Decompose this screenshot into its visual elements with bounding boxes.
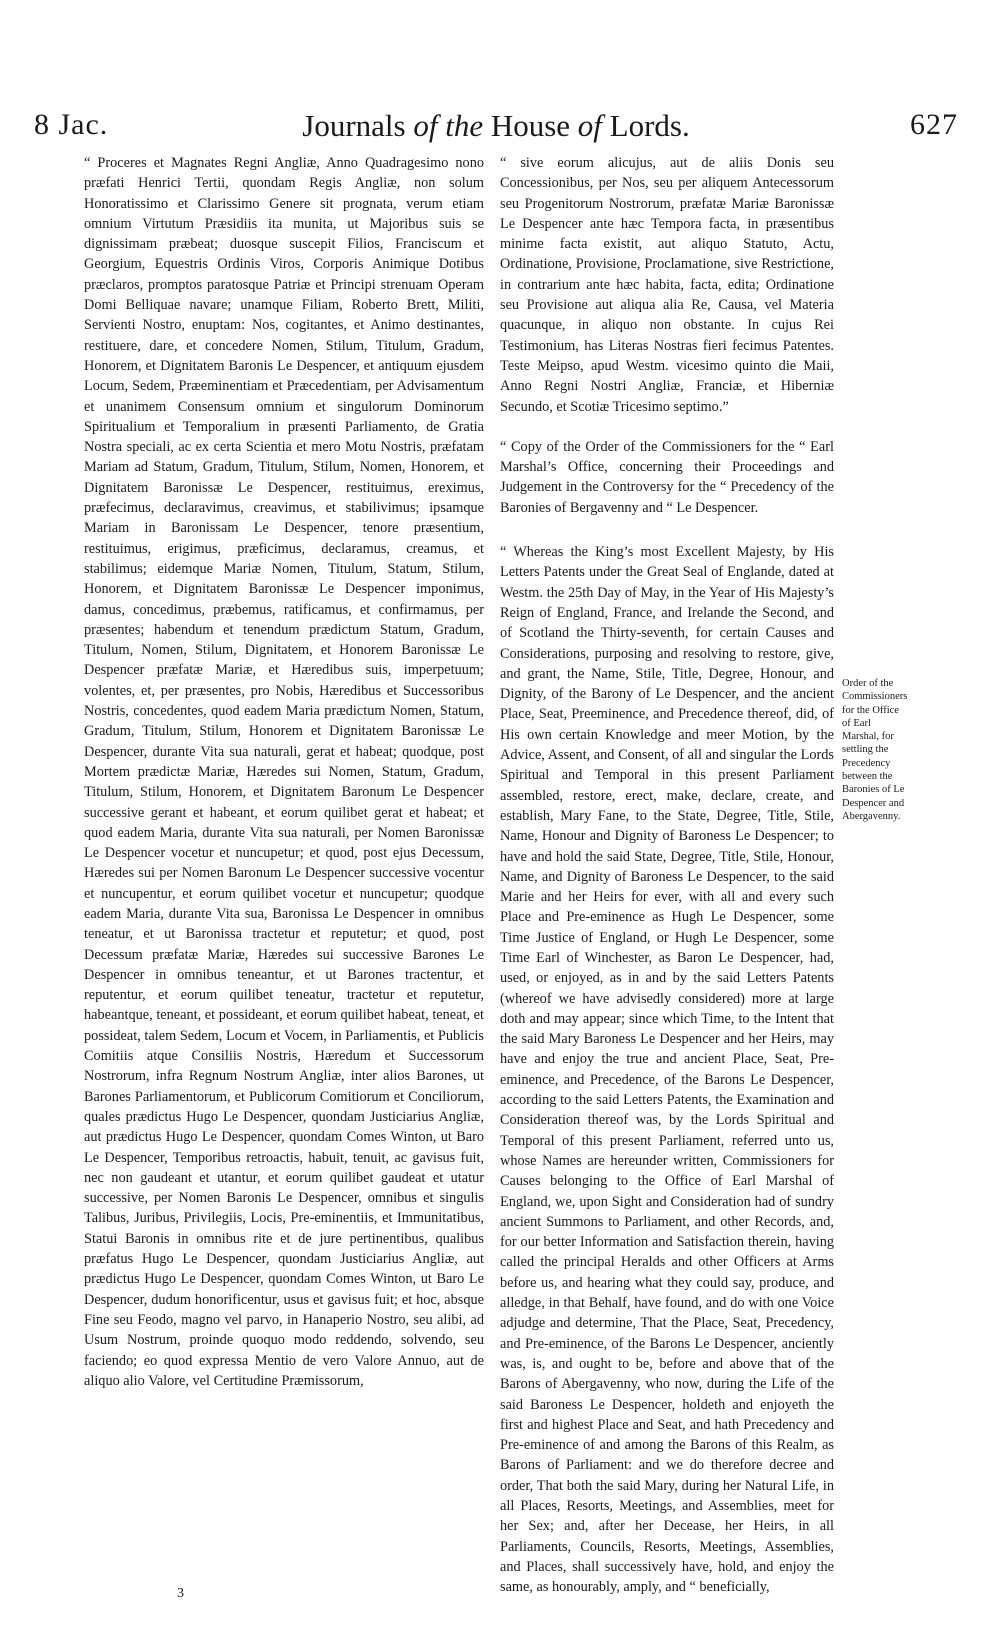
title-word-journals: Journals bbox=[302, 108, 406, 143]
regnal-year: 8 Jac. bbox=[34, 108, 109, 141]
signature-mark: 3 bbox=[177, 1586, 184, 1601]
page-number: 627 bbox=[910, 108, 958, 141]
title-word-of: of bbox=[413, 108, 438, 143]
title-word-of-2: of bbox=[577, 108, 602, 143]
order-heading: “ Copy of the Order of the Commissioners for the “ Earl Marshal’s Office, concerning their Proceedings and Judgement in the Controversy for the “ Precedency of the Baronies of Bergavenny and “ Le Despencer. bbox=[500, 438, 834, 516]
left-column bbox=[84, 153, 484, 1391]
title-word-lords: Lords. bbox=[609, 108, 690, 143]
title-word-house: House bbox=[490, 108, 571, 143]
latin-letters-patent-text: “ Proceres et Magnates Regni Angliæ, Anno Quadragesimo nono præfati Henrici Tertii, quondam Regis Angliæ, non solum Honoratissimo et Clarissimo Genere sit prognata, verum etiam omnium Virtutum Præsidiis ita munita, ut Majoribus suis se dignissimam præbeat; duosque suscepit Filios, Franciscum et Georgium, Equestris Ordinis Viros, Corporis Animique Dotibus præclaros, promptos paratosque Patriæ et Principi strenuam Operam Domi Belliquae navare; unamque Filiam, Roberto Brett, Militi, Servienti Nostro, enuptam: Nos, cogitantes, et Animo destinantes, restituere, dare, et concedere Nomen, Stilum, Titulum, Gradum, Honorem, et Dignitatem Baronis Le Despencer, et antiquum ejusdem Locum, Sedem, Præeminentiam et Præcedentiam, per Advisamentum et unanimem Consensum omnium et singulorum Dominorum Spiritualium et Temporalium in præsenti Parliamento, de Gratia Nostra speciali, ac ex certa Scientia et mero Motu Nostris, præfatam Mariam ad Statum, Gradum, Titulum, Stilum, Nomen, Honorem, et Dignitatem Baronissæ Le Despencer, restituimus, ereximus, præfecimus, declaravimus, creavimus, et stabilivimus; ipsamque Mariam in Baronissam Le Despencer, tenore præsentium, restituimus, erigimus, præficimus, declaramus, creamus, et stabilimus; eidemque Mariæ Nomen, Titulum, Statum, Stilum, Honorem, et Dignitatem Baronissæ Le Despencer imponimus, damus, concedimus, præbemus, ratificamus, et confirmamus, per præsentes; habendum et tenendum prædictum Statum, Gradum, Titulum, Nomen, Stilum, Dignitatem, et Honorem Baronissæ Le Despencer præfatæ Mariæ, et Hæredibus suis, imperpetuum; volentes, et, per præsentes, pro Nobis, Hæredibus et Successoribus Nostris, concedentes, quod eadem Maria prædictum Nomen, Statum, Gradum, Titulum, Stilum, Honorem et Dignitatem Baronissæ Le Despencer, durante Vita sua naturali, gerat et habeat; quodque, post Mortem prædictæ Mariæ, Hæredes sui Nomen, Statum, Gradum, Titulum, Stilum, Honorem, et Dignitatem Baronum Le Despencer successive gerant et habeant, et eorum quilibet gerat et habeat; et quod eadem Maria, durante Vita sua naturali, per Nomen Baronissæ Le Despencer vocetur et nuncupetur; et quod, post ejus Decessum, Hæredes sui per Nomen Baronum Le Despencer successive vocentur et nuncupentur, et eorum quilibet vocetur et nuncupetur; quodque eadem Maria, durante Vita sua, Baronissa Le Despencer in omnibus teneatur, et ut Baronissa tractetur et reputetur; et quod, post Decessum præfatæ Mariæ, Hæredes sui successive Barones Le Despencer in omnibus teneantur, et ut Barones tractentur, et reputentur, et eorum quilibet teneatur, tractetur et reputetur, habeantque, teneant, et possideant, et eorum quilibet habeat, teneat, et possideat, talem Sedem, Locum et Vocem, in Parliamentis, et Publicis Comitiis atque Consiliis Nostris, Hæredum et Successorum Nostrorum, infra Regnum Nostrum Angliæ, inter alios Barones, ut Barones Parliamentorum, et Publicorum Comitiorum et Conciliorum, quales prædictus Hugo Le Despencer, quondam Justiciarius Angliæ, aut prædictus Hugo Le Despencer, quondam Comes Winton, ut Baro Le Despencer, Temporibus retroactis, habuit, tenuit, ac gavisus fuit, nec non gaudeant et utantur, et eorum quilibet gaudeat et utatur successive, per Nomen Baronis Le Despencer, omnibus et singulis Talibus, Juribus, Privilegiis, Locis, Pre-eminentiis, et Immunitatibus, Statui Baronis in omnibus rite et de jure pertinentibus, qualibus præfatus Hugo Le Despencer, quondam Justiciarius Angliæ, aut prædictus Hugo Le Despencer, quondam Comes Winton, ut Baro Le Despencer, dudum honorificentur, usus et gavisus fuit; et hoc, absque Fine seu Feodo, magno vel parvo, in Hanaperio Nostro, seu alibi, ad Usum Nostrum, proinde quoquo modo reddendo, solvendo, seu faciendo; eo quod expressa Mentio de vero Valore Annuo, aut de aliquo alio Valore, vel Certitudine Præmissorum, bbox=[84, 155, 484, 1389]
order-text: “ Whereas the King’s most Excellent Majesty, by His Letters Patents under the Great Seal of Englande, dated at Westm. the 25th Day of May, in the Year of His Majesty’s Reign of England, France, and Irelande the Second, and of Scotland the Thirty-seventh, for certain Causes and Considerations, purposing and resolving to restore, give, and grant, the Name, Stile, Title, Degree, Honour, and Dignity, of the Barony of Le Despencer, and the ancient Place, Seat, Preeminence, and Precedence thereof, did, of His own certain Knowledge and meer Motion, by the Advice, Assent, and Consent, of all and singular the Lords Spiritual and Temporal in this present Parliament assembled, restore, erect, make, declare, create, and establish, Mary Fane, to the State, Degree, Title, Stile, Name, Honour and Dignity of Baroness Le Despencer; to have and hold the said State, Degree, Title, Stile, Honour, Name, and Dignity of Baroness Le Despencer, to the said Marie and her Heirs for ever, with all and every such Place and Pre-eminence as Hugh Le Despencer, some Time Justice of England, or Hugh Le Despencer, some Time Earl of Winchester, as Baron Le Despencer, had, used, or enjoyed, as in and by the said Letters Patents (whereof we have advisedly considered) more at large doth and may appear; since which Time, to the Intent that the said Mary Baroness Le Despencer and her Heirs, may have and enjoy the true and ancient Place, Seat, Pre-eminence, and Precedence, of the Barons Le Despencer, according to the said Letters Patents, the Examination and Consideration thereof was, by the Lords Spiritual and Temporal of this present Parliament, referred unto us, whose Names are hereunder written, Commissioners for Causes belonging to the Office of Earl Marshal of England, we, upon Sight and Consideration had of sundry ancient Summons to Parliament, and other Records, and, for our better Information and Satisfaction therein, having called the principal Heralds and other Officers at Arms before us, and hearing what they could say, produce, and alledge, in that Behalf, have found, and do with one Voice adjudge and determine, That the Place, Seat, Precedency, and Pre-eminence, of the Barons Le Despencer, anciently was, is, and ought to be, before and above that of the Barons of Abergavenny, who now, during the Life of the said Baroness Le Despencer, holdeth and enjoyeth the first and highest Place and Seat, and hath Precedency and Pre-eminence of and among the Barons of this Realm, as Barons of Parliament: and we do therefore decree and order, That both the said Mary, during her Natural Life, in all Places, Resorts, Meetings, and Assemblies, meet for her Sex; and, after her Decease, her Heirs, in all Parliaments, Councils, Resorts, Meetings, Assemblies, and Places, shall successively have, hold, and enjoy the same, as honourably, amply, and “ beneficially, bbox=[500, 544, 834, 1596]
right-column bbox=[500, 153, 834, 1597]
page-header bbox=[34, 108, 958, 148]
running-title bbox=[34, 108, 958, 144]
title-word-the: the bbox=[445, 108, 484, 143]
margin-note: Order of the Commissioners for the Office of Earl Marshal, for settling the Precedency between the Baronies of Le Despencer and Abergavenny. bbox=[842, 678, 908, 822]
latin-letters-patent-conclusion: “ sive eorum alicujus, aut de aliis Donis seu Concessionibus, per Nos, seu per aliquem Antecessorum seu Progenitorum Nostrorum, præfatæ Mariæ Baronissæ Le Despencer ante hæc Tempora facta, in præsentibus minime facta existit, aut aliquo Statuto, Actu, Ordinatione, Provisione, Proclamatione, sive Restrictione, in contrarium ante hæc habita, facta, edita; Ordinatione seu Provisione aut aliqua alia Re, Causa, vel Materia quacunque, in aliquo non obstante. In cujus Rei Testimonium, has Literas Nostras fieri fecimus Patentes. Teste Meipso, apud Westm. vicesimo quinto die Maii, Anno Regni Nostri Angliæ, Franciæ, et Hiberniæ Secundo, et Scotiæ Tricesimo septimo.” bbox=[500, 155, 834, 415]
